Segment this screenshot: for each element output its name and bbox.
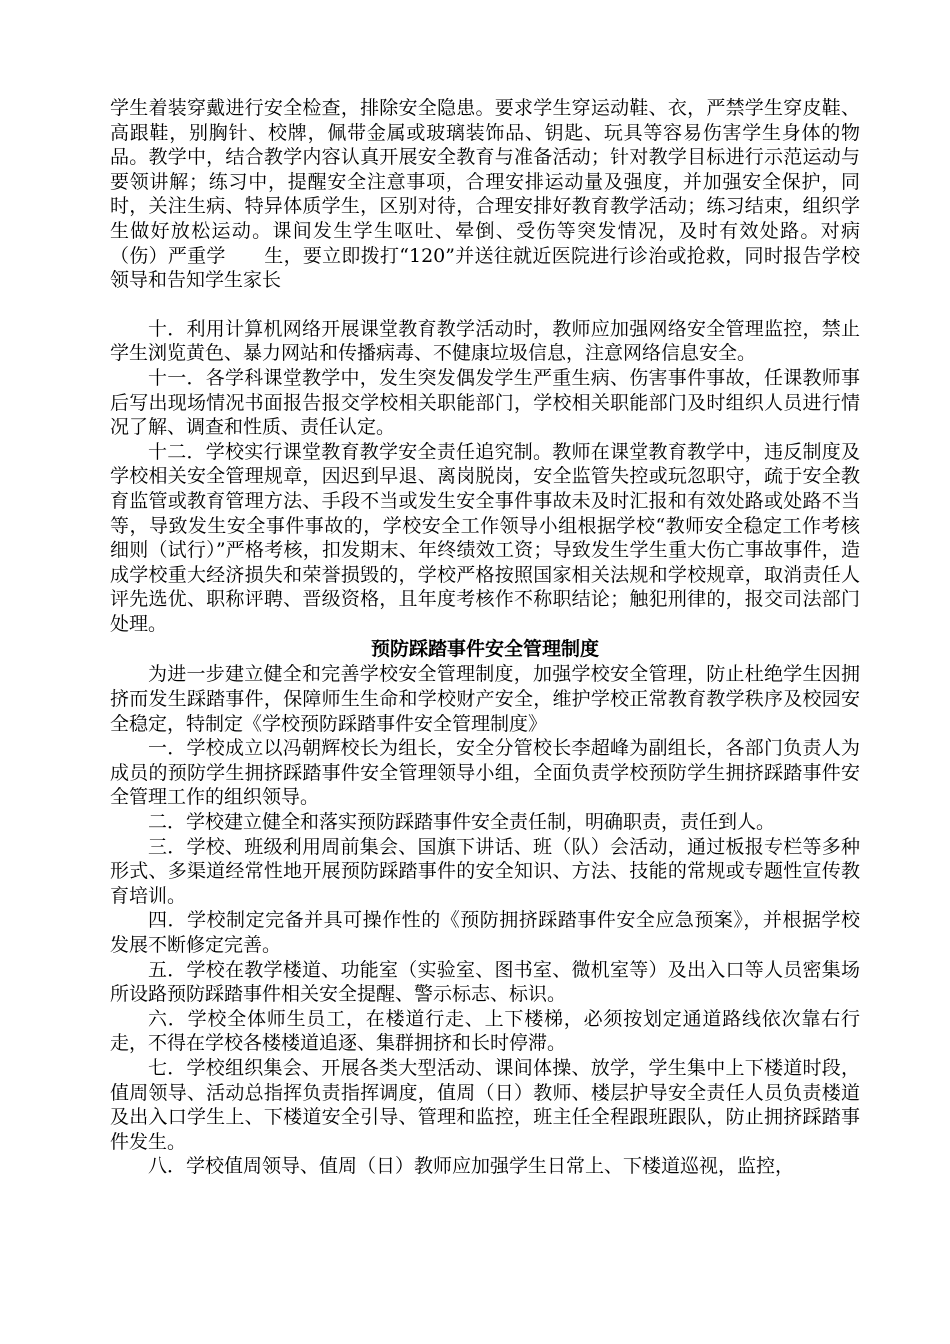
rule-6: 六．学校全体师生员工，在楼道行走、上下楼梯，必须按划定通道路线依次靠右行走，不得在学校各楼楼道追逐、集群拥挤和长时停滞。: [110, 1007, 860, 1055]
paragraph-gap: [110, 293, 860, 317]
rule-3: 三．学校、班级利用周前集会、国旗下讲话、班（队）会活动，通过板报专栏等多种形式、多渠道经常性地开展预防踩踏事件的安全知识、方法、技能的常规或专题性宣传教育培训。: [110, 835, 860, 907]
paragraph-10: 十．利用计算机网络开展课堂教育教学活动时，教师应加强网络安全管理监控，禁止学生浏览黄色、暴力网站和传播病毒、不健康垃圾信息，注意网络信息安全。: [110, 317, 860, 365]
rule-1: 一．学校成立以冯朝辉校长为组长，安全分管校长李超峰为副组长，各部门负责人为成员的预防学生拥挤踩踏事件安全管理领导小组，全面负责学校预防学生拥挤踩踏事件安全管理工作的组织领导。: [110, 737, 860, 809]
paragraph-11: 十一．各学科课堂教学中，发生突发偶发学生严重生病、伤害事件事故，任课教师事后写出现场情况书面报告报交学校相关职能部门，学校相关职能部门及时组织人员进行情况了解、调查和性质、责任认定。: [110, 366, 860, 439]
rule-4: 四．学校制定完备并具可操作性的《预防拥挤踩踏事件安全应急预案》，并根据学校发展不断修定完善。: [110, 909, 860, 956]
paragraph-continuation: 学生着装穿戴进行安全检查，排除安全隐患。要求学生穿运动鞋、衣，严禁学生穿皮鞋、高跟鞋，别胸针、校牌，佩带金属或玻璃装饰品、钥匙、玩具等容易伤害学生身体的物品。教学中，结合教学内容认真开展安全教育与准备活动；针对教学目标进行示范运动与要领讲解；练习中，提醒安全注意事项，合理安排运动量及强度，并加强安全保护，同时，关注生病、特异体质学生，区别对待，合理安排好教育教学活动；练习结束，组织学生做好放松运动。课间发生学生呕吐、晕倒、受伤等突发情况，及时有效处路。对病（伤）严重学 生，要立即拨打“120”并送往就近医院进行诊治或抢救，同时报告学校领导和告知学生家长: [110, 97, 860, 292]
rule-8: 八．学校值周领导、值周（日）教师应加强学生日常上、下楼道巡视，监控，: [148, 1155, 795, 1178]
rule-5: 五．学校在教学楼道、功能室（实验室、图书室、微机室等）及出入口等人员密集场所设路预防踩踏事件相关安全提醒、警示标志、标识。: [110, 958, 860, 1006]
paragraph-12: 十二．学校实行课堂教育教学安全责任追究制。教师在课堂教育教学中，违反制度及学校相关安全管理规章，因迟到早退、离岗脱岗，安全监管失控或玩忽职守，疏于安全教育监管或教育管理方法、手段不当或发生安全事件事故未及时汇报和有效处路或处路不当等，导致发生安全事件事故的，学校安全工作领导小组根据学校“教师安全稳定工作考核细则（试行）”严格考核，扣发期末、年终绩效工资；导致发生学生重大伤亡事故事件，造成学校重大经济损失和荣誉损毁的，学校严格按照国家相关法规和学校规章，取消责任人评先选优、职称评聘、晋级资格，且年度考核作不称职结论；触犯刑律的，报交司法部门处理。: [110, 440, 860, 635]
intro-paragraph: 为进一步建立健全和完善学校安全管理制度，加强学校安全管理，防止杜绝学生因拥挤而发生踩踏事件，保障师生生命和学校财产安全，维护学校正常教育教学秩序及校园安全稳定，特制定《学校预防踩踏事件安全管理制度》: [110, 663, 860, 735]
document-page: [110, 96, 860, 1179]
section-title: 预防踩踏事件安全管理制度: [370, 638, 599, 661]
rule-7: 七．学校组织集会、开展各类大型活动、课间体操、放学，学生集中上下楼道时段，值周领导、活动总指挥负责指挥调度，值周（日）教师、楼层护导安全责任人员负责楼道及出入口学生上、下楼道安全引导、管理和监控，班主任全程跟班跟队，防止拥挤踩踏事件发生。: [110, 1056, 860, 1153]
rule-2: 二．学校建立健全和落实预防踩踏事件安全责任制，明确职责，责任到人。: [148, 811, 776, 834]
